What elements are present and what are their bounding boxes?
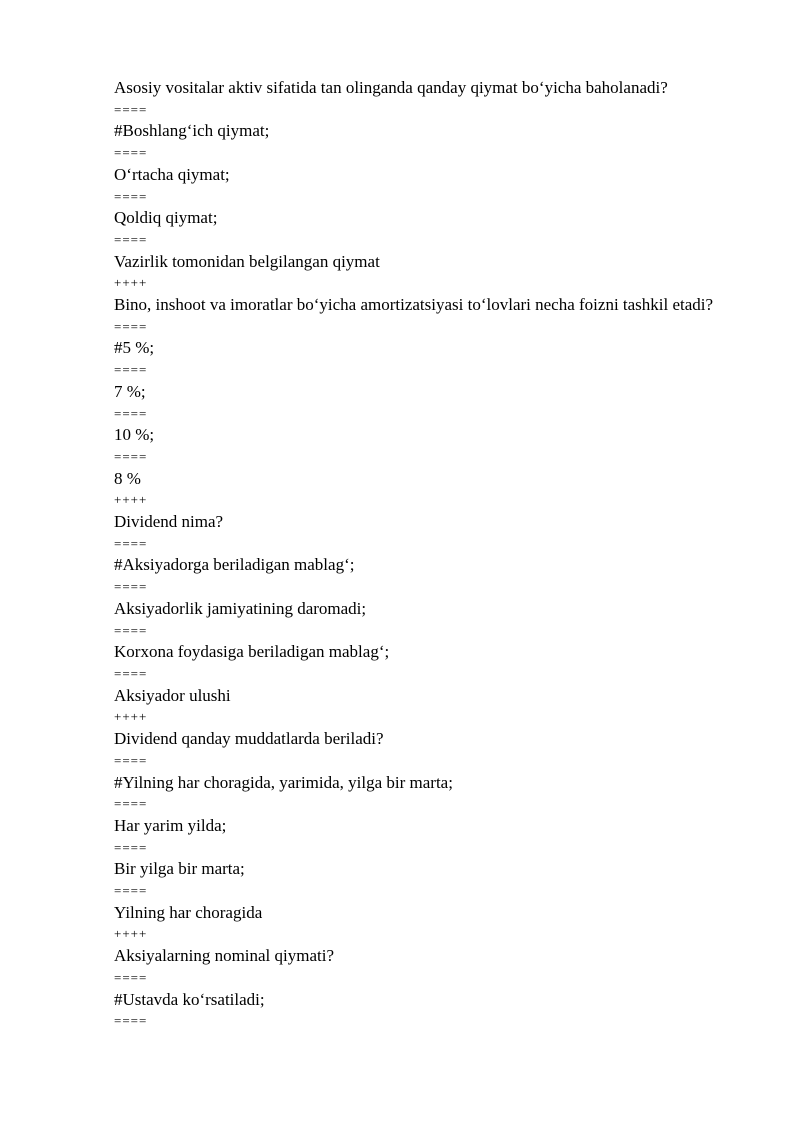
- text-line: Dividend qanday muddatlarda beriladi?: [114, 729, 384, 749]
- text-line: 8 %: [114, 468, 141, 488]
- text-line: Dividend nima?: [114, 512, 224, 532]
- separator-line: ====: [114, 231, 148, 247]
- text-line: Bir yilga bir marta;: [114, 859, 245, 879]
- separator-line: ====: [114, 535, 148, 551]
- text-line: 10 %;: [114, 425, 155, 445]
- text-line: Qoldiq qiymat;: [114, 208, 218, 228]
- separator-line: ====: [114, 1013, 148, 1029]
- separator-line: ====: [114, 665, 148, 681]
- text-line: Aksiyador ulushi: [114, 685, 231, 705]
- separator-line: ++++: [114, 275, 148, 291]
- document-body: [114, 77, 742, 1032]
- separator-line: ++++: [114, 709, 148, 725]
- separator-line: ====: [114, 752, 148, 768]
- text-line: #Boshlang‘ich qiymat;: [114, 121, 270, 141]
- text-line: O‘rtacha qiymat;: [114, 164, 230, 184]
- separator-line: ====: [114, 318, 148, 334]
- separator-line: ++++: [114, 926, 148, 942]
- text-line: Har yarim yilda;: [114, 815, 227, 835]
- text-line: 7 %;: [114, 381, 146, 401]
- separator-line: ====: [114, 579, 148, 595]
- text-line: #Ustavda ko‘rsatiladi;: [114, 989, 265, 1009]
- separator-line: ====: [114, 362, 148, 378]
- text-line: Aksiyadorlik jamiyatining daromadi;: [114, 598, 367, 618]
- separator-line: ====: [114, 145, 148, 161]
- separator-line: ====: [114, 101, 148, 117]
- separator-line: ====: [114, 405, 148, 421]
- text-line: #Yilning har choragida, yarimida, yilga bir marta;: [114, 772, 453, 792]
- text-line: Bino, inshoot va imoratlar bo‘yicha amortizatsiyasi to‘lovlari necha foizni tashkil etadi?: [114, 295, 714, 315]
- separator-line: ====: [114, 796, 148, 812]
- text-line: Aksiyalarning nominal qiymati?: [114, 946, 335, 966]
- text-line: Asosiy vositalar aktiv sifatida tan olinganda qanday qiymat bo‘yicha baholanadi?: [114, 78, 668, 97]
- separator-line: ====: [114, 839, 148, 855]
- separator-line: ====: [114, 883, 148, 899]
- text-line: Yilning har choragida: [114, 902, 263, 922]
- text-line: Vazirlik tomonidan belgilangan qiymat: [114, 251, 380, 271]
- text-line: Korxona foydasiga beriladigan mablag‘;: [114, 642, 390, 662]
- separator-line: ++++: [114, 492, 148, 508]
- separator-line: ====: [114, 622, 148, 638]
- text-line: #5 %;: [114, 338, 155, 358]
- text-line: #Aksiyadorga beriladigan mablag‘;: [114, 555, 355, 575]
- separator-line: ====: [114, 448, 148, 464]
- separator-line: ====: [114, 188, 148, 204]
- separator-line: ====: [114, 969, 148, 985]
